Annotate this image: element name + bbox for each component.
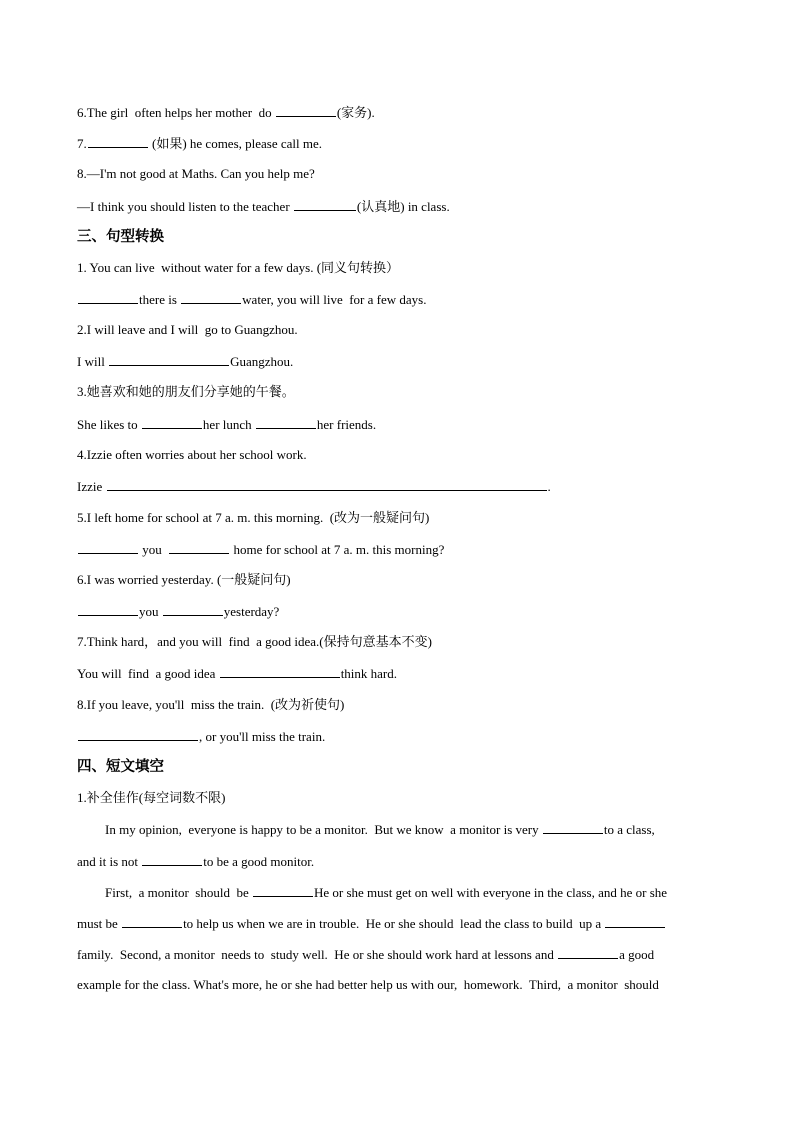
question-3-5: 5.I left home for school at 7 a. m. this morning. (改为一般疑问句) bbox=[77, 510, 430, 525]
answer-3-1 bbox=[77, 291, 737, 308]
section-3-heading: 三、句型转换 bbox=[77, 229, 164, 245]
answer-blank[interactable] bbox=[142, 416, 202, 429]
question-hint: (认真地) in class. bbox=[356, 199, 450, 214]
question-2-7 bbox=[77, 135, 737, 152]
question-2-8a: 8.—I'm not good at Maths. Can you help me? bbox=[77, 166, 315, 181]
answer-text: think hard. bbox=[340, 666, 398, 681]
passage-line: example for the class. What's more, he or she had better help us with our, homework. Third, a monitor should bbox=[77, 977, 659, 992]
question-text: (如果) he comes, please call me. bbox=[148, 136, 323, 151]
passage-line bbox=[77, 915, 737, 932]
passage-line bbox=[77, 946, 737, 963]
answer-text: water, you will live for a few days. bbox=[242, 292, 427, 307]
passage-text: to help us when we are in trouble. He or she should lead the class to build up a bbox=[183, 916, 605, 931]
answer-text: Guangzhou. bbox=[230, 354, 294, 369]
answer-text: there is bbox=[139, 292, 181, 307]
passage-line bbox=[105, 884, 765, 901]
answer-blank[interactable] bbox=[169, 541, 229, 554]
answer-blank[interactable] bbox=[294, 198, 356, 211]
answer-blank[interactable] bbox=[88, 135, 148, 148]
answer-blank[interactable] bbox=[78, 603, 138, 616]
passage-text: family. Second, a monitor needs to study well. He or she should work hard at lessons and bbox=[77, 947, 558, 962]
answer-blank[interactable] bbox=[181, 291, 241, 304]
question-4-1: 1.补全佳作(每空词数不限) bbox=[77, 790, 226, 805]
answer-3-2 bbox=[77, 353, 737, 370]
answer-blank[interactable] bbox=[78, 291, 138, 304]
passage-text: a good bbox=[619, 947, 655, 962]
answer-blank[interactable] bbox=[163, 603, 223, 616]
answer-3-3 bbox=[77, 416, 737, 433]
passage-line bbox=[105, 821, 765, 838]
passage-line bbox=[77, 853, 737, 870]
answer-text: , or you'll miss the train. bbox=[199, 729, 326, 744]
answer-blank[interactable] bbox=[253, 884, 313, 897]
question-text: 6.The girl often helps her mother do bbox=[77, 105, 275, 120]
question-2-6 bbox=[77, 104, 737, 121]
question-3-1: 1. You can live without water for a few days. (同义句转换） bbox=[77, 260, 400, 275]
passage-text: He or she must get on well with everyone in the class, and he or she bbox=[313, 885, 668, 900]
answer-text: you bbox=[139, 604, 162, 619]
passage-text: and it is not bbox=[77, 854, 142, 869]
question-hint: (家务). bbox=[336, 105, 375, 120]
answer-text: home for school at 7 a. m. this morning? bbox=[230, 542, 445, 557]
answer-text: I will bbox=[77, 354, 109, 369]
answer-3-5 bbox=[77, 541, 737, 558]
question-3-8: 8.If you leave, you'll miss the train. (改为祈使句) bbox=[77, 697, 345, 712]
passage-text: must be bbox=[77, 916, 122, 931]
question-3-6: 6.I was worried yesterday. (一般疑问句) bbox=[77, 572, 291, 587]
passage-text: First, a monitor should be bbox=[105, 885, 252, 900]
answer-blank[interactable] bbox=[78, 728, 198, 741]
answer-text: her friends. bbox=[316, 417, 377, 432]
answer-3-8 bbox=[77, 728, 737, 745]
question-2-8b bbox=[77, 198, 737, 215]
answer-3-4 bbox=[77, 478, 737, 495]
answer-blank[interactable] bbox=[142, 853, 202, 866]
passage-text: to a class, bbox=[603, 822, 655, 837]
answer-blank[interactable] bbox=[558, 946, 618, 959]
question-number: 7. bbox=[77, 136, 87, 151]
answer-text: you bbox=[139, 542, 169, 557]
answer-blank[interactable] bbox=[605, 915, 665, 928]
question-3-4: 4.Izzie often worries about her school work. bbox=[77, 447, 307, 462]
question-3-7: 7.Think hard，and you will find a good idea.(保持句意基本不变) bbox=[77, 634, 432, 649]
answer-text: her lunch bbox=[202, 417, 255, 432]
question-text: —I think you should listen to the teacher bbox=[77, 199, 293, 214]
answer-text: You will find a good idea bbox=[77, 666, 219, 681]
answer-text: . bbox=[547, 479, 551, 494]
answer-blank[interactable] bbox=[122, 915, 182, 928]
answer-blank[interactable] bbox=[107, 478, 547, 491]
answer-3-7 bbox=[77, 665, 737, 682]
answer-blank[interactable] bbox=[109, 353, 229, 366]
answer-text: Izzie bbox=[77, 479, 106, 494]
answer-blank[interactable] bbox=[256, 416, 316, 429]
passage-text: to be a good monitor. bbox=[203, 854, 315, 869]
question-3-3: 3.她喜欢和她的朋友们分享她的午餐。 bbox=[77, 384, 295, 399]
answer-blank[interactable] bbox=[276, 104, 336, 117]
section-4-heading: 四、短文填空 bbox=[77, 759, 164, 775]
answer-blank[interactable] bbox=[543, 821, 603, 834]
answer-blank[interactable] bbox=[78, 541, 138, 554]
answer-text: yesterday? bbox=[223, 604, 280, 619]
passage-text: In my opinion, everyone is happy to be a monitor. But we know a monitor is very bbox=[105, 822, 542, 837]
answer-text: She likes to bbox=[77, 417, 141, 432]
question-3-2: 2.I will leave and I will go to Guangzhou. bbox=[77, 322, 298, 337]
answer-blank[interactable] bbox=[220, 665, 340, 678]
answer-3-6 bbox=[77, 603, 737, 620]
